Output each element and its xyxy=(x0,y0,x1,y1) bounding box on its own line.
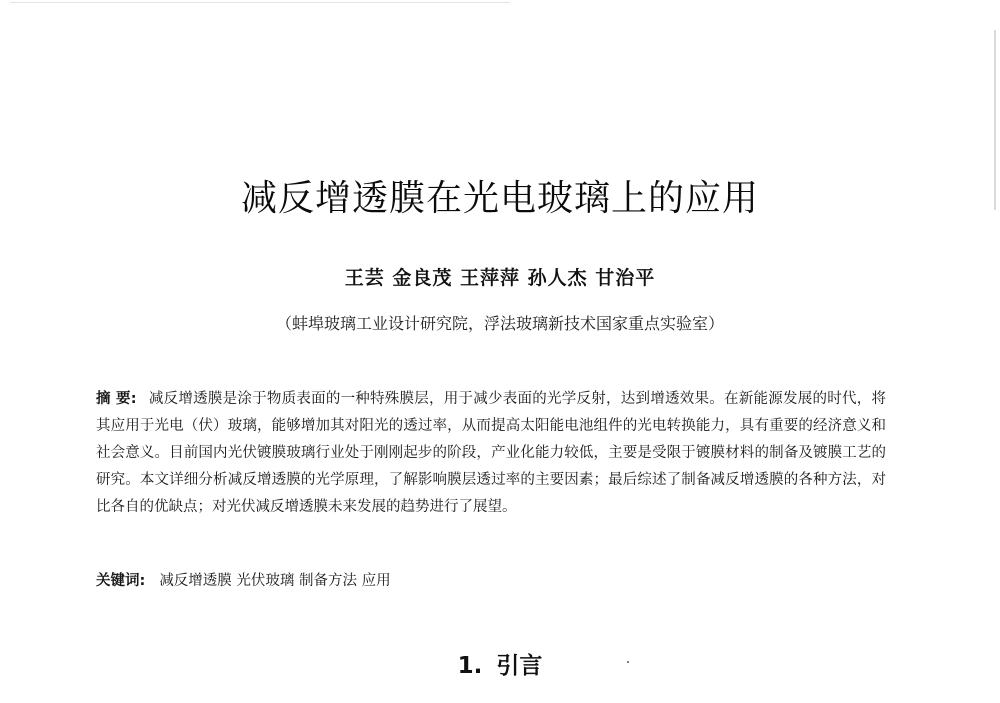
section-title: 引言 xyxy=(496,653,543,679)
author-list: 王芸 金良茂 王萍萍 孙人杰 甘治平 xyxy=(344,267,656,289)
section-heading xyxy=(0,647,1000,680)
keywords xyxy=(96,569,886,593)
abstract-label: 摘 要: xyxy=(96,391,137,407)
affiliation: （蚌埠玻璃工业设计研究院，浮法玻璃新技术国家重点实验室） xyxy=(275,314,724,333)
keywords-text: 减反增透膜 光伏玻璃 制备方法 应用 xyxy=(159,573,391,589)
keywords-label: 关键词: xyxy=(96,573,146,589)
scan-edge-top xyxy=(10,2,510,3)
section-number: 1. xyxy=(457,653,483,679)
abstract-text: 减反增透膜是涂于物质表面的一种特殊膜层，用于减少表面的光学反射，达到增透效果。在新能源发展的时代，将其应用于光电（伏）玻璃，能够增加其对阳光的透过率，从而提高太阳能电池组件的光电转换能力，具有重要的经济意义和社会意义。目前国内光伏镀膜玻璃行业处于刚刚起步的阶段，产业化能力较低，主要是受限于镀膜材料的制备及镀膜工艺的研究。本文详细分析减反增透膜的光学原理，了解影响膜层透过率的主要因素；最后综述了制备减反增透膜的各种方法，对比各自的优缺点；对光伏减反增透膜未来发展的趋势进行了展望。 xyxy=(96,391,886,515)
paper-title: 减反增透膜在光电玻璃上的应用 xyxy=(240,178,759,219)
abstract xyxy=(96,386,886,521)
